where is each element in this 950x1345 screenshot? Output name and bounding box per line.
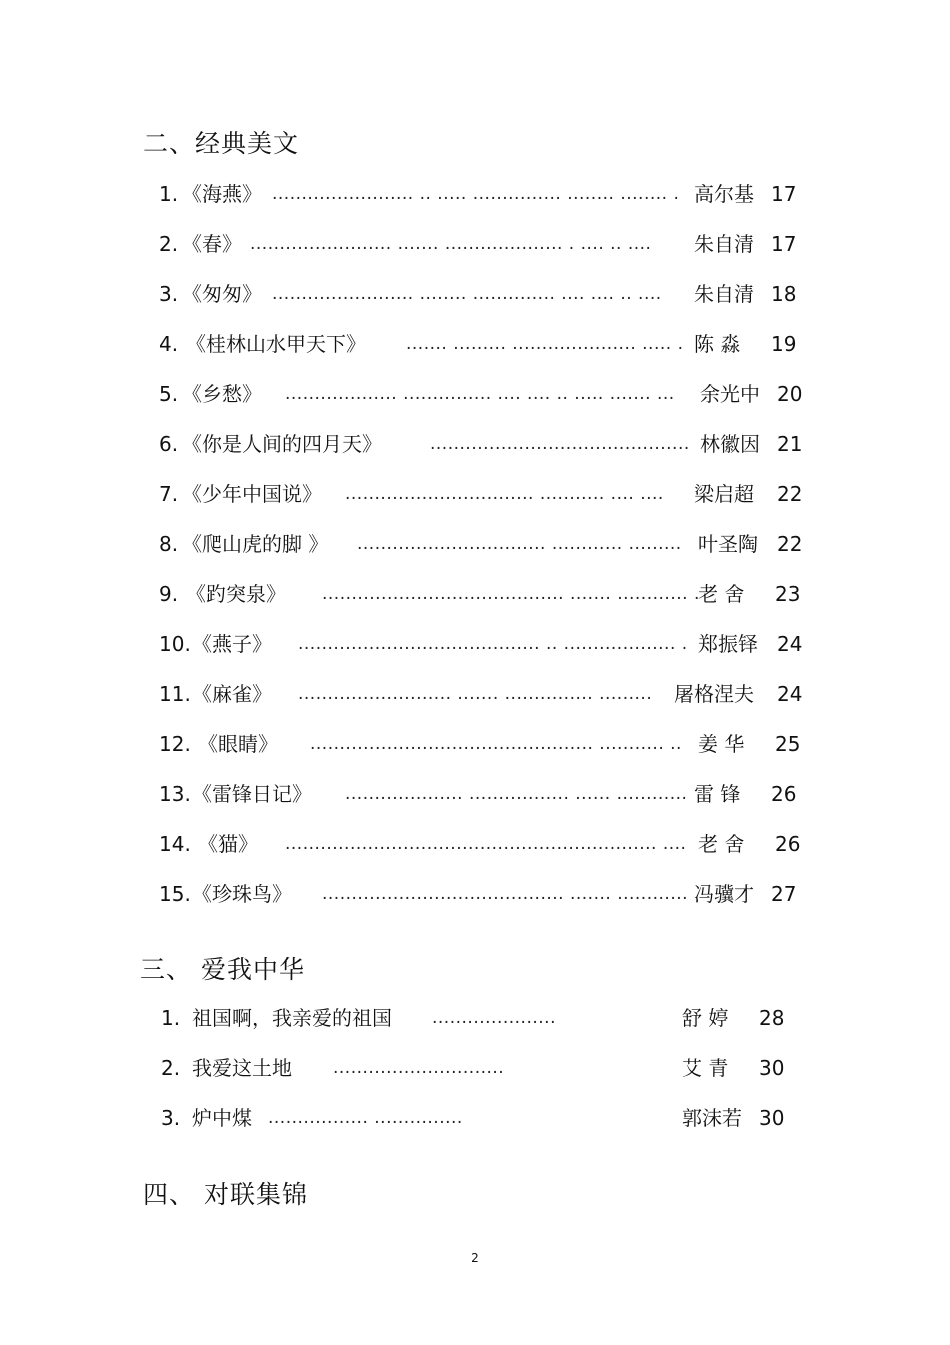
dot-leader: ............................................................... .... (285, 834, 687, 854)
toc-entry[interactable] (0, 379, 950, 409)
entry-page-number: 18 (771, 282, 797, 306)
entry-page-number: 20 (777, 382, 803, 406)
entry-title: 《雷锋日记》 (192, 782, 312, 806)
toc-entry[interactable] (0, 1103, 950, 1133)
entry-number: 3. (159, 282, 179, 306)
entry-title: 《爬山虎的脚 》 (182, 532, 329, 556)
entry-title: 《燕子》 (192, 632, 272, 656)
entry-author: 冯骥才 (694, 882, 754, 906)
entry-page-number: 17 (771, 232, 797, 256)
entry-author: 郑振铎 (698, 632, 758, 656)
toc-entry[interactable] (0, 1003, 950, 1033)
entry-title: 《桂林山水甲天下》 (186, 332, 366, 356)
dot-leader: ......................................... ....... ............ . (322, 584, 700, 604)
entry-author: 林徽因 (700, 432, 760, 456)
entry-title: 《匆匆》 (182, 282, 262, 306)
entry-number: 7. (159, 482, 179, 506)
toc-entry[interactable] (0, 729, 950, 759)
entry-title: 《乡愁》 (182, 382, 262, 406)
entry-title: 《猫》 (198, 832, 258, 856)
entry-author: 雷 锋 (694, 782, 741, 806)
entry-author: 余光中 (700, 382, 760, 406)
entry-title: 炉中煤 (192, 1106, 252, 1130)
dot-leader: ..................... (432, 1008, 556, 1028)
toc-entry[interactable] (0, 629, 950, 659)
entry-author: 叶圣陶 (698, 532, 758, 556)
entry-author: 舒 婷 (682, 1006, 729, 1030)
entry-author: 陈 淼 (694, 332, 741, 356)
section-title-couplets: 四、 对联集锦 (143, 1180, 308, 1209)
toc-entry[interactable] (0, 529, 950, 559)
entry-number: 5. (159, 382, 179, 406)
toc-entry[interactable] (0, 329, 950, 359)
entry-title: 《少年中国说》 (182, 482, 322, 506)
entry-page-number: 17 (771, 182, 797, 206)
entry-page-number: 26 (775, 832, 801, 856)
entry-author: 艾 青 (682, 1056, 729, 1080)
entry-number: 4. (159, 332, 179, 356)
entry-number: 1. (159, 182, 179, 206)
entry-title: 祖国啊，我亲爱的祖国 (192, 1006, 392, 1030)
toc-entry[interactable] (0, 579, 950, 609)
dot-leader: ............................. (333, 1058, 505, 1078)
entry-page-number: 22 (777, 482, 803, 506)
toc-entry[interactable] (0, 429, 950, 459)
entry-number: 13. (159, 782, 191, 806)
dot-leader: ......................................... ....... ............ (322, 884, 689, 904)
entry-page-number: 30 (759, 1056, 785, 1080)
entry-author: 老 舍 (698, 832, 745, 856)
entry-title: 《麻雀》 (192, 682, 272, 706)
dot-leader: ....... ......... ..................... ..... . (406, 334, 684, 354)
entry-title: 《你是人间的四月天》 (182, 432, 382, 456)
toc-entry[interactable] (0, 829, 950, 859)
dot-leader: ................... ............... .... .... .. ..... ....... ... (285, 384, 675, 404)
toc-entry[interactable] (0, 479, 950, 509)
entry-title: 我爱这土地 (192, 1056, 292, 1080)
entry-author: 郭沫若 (682, 1106, 742, 1130)
toc-entry[interactable] (0, 279, 950, 309)
dot-leader: ................................................ ........... .. (310, 734, 682, 754)
dot-leader: ........................ ........ .............. .... .... .. .... (272, 284, 662, 304)
entry-page-number: 22 (777, 532, 803, 556)
toc-entry[interactable] (0, 679, 950, 709)
entry-page-number: 25 (775, 732, 801, 756)
dot-leader: ................................ ........... .... .... (345, 484, 664, 504)
entry-author: 朱自清 (694, 232, 754, 256)
entry-number: 10. (159, 632, 191, 656)
entry-page-number: 21 (777, 432, 803, 456)
entry-number: 8. (159, 532, 179, 556)
entry-page-number: 24 (777, 632, 803, 656)
entry-title: 《春》 (182, 232, 242, 256)
entry-author: 朱自清 (694, 282, 754, 306)
dot-leader: ......................................... .. ................... . (298, 634, 688, 654)
dot-leader: ........................ .. ..... ............... ........ ........ . (272, 184, 680, 204)
section-title-love-china: 三、 爱我中华 (140, 955, 305, 984)
entry-author: 高尔基 (694, 182, 754, 206)
section-title-classic-essays: 二、经典美文 (143, 129, 300, 158)
entry-title: 《趵突泉》 (186, 582, 286, 606)
entry-page-number: 27 (771, 882, 797, 906)
entry-title: 《眼睛》 (198, 732, 278, 756)
entry-number: 12. (159, 732, 191, 756)
dot-leader: .......................... ....... ............... ......... (298, 684, 653, 704)
entry-page-number: 24 (777, 682, 803, 706)
entry-title: 《珍珠鸟》 (192, 882, 292, 906)
entry-number: 15. (159, 882, 191, 906)
dot-leader: ................................ ............ ......... (357, 534, 682, 554)
toc-entry[interactable] (0, 229, 950, 259)
dot-leader: ........................ ....... .................... . .... .. .... (250, 234, 652, 254)
entry-author: 姜 华 (698, 732, 745, 756)
dot-leader: ............................................ (430, 434, 690, 454)
entry-page-number: 30 (759, 1106, 785, 1130)
entry-title: 《海燕》 (182, 182, 262, 206)
toc-entry[interactable] (0, 179, 950, 209)
toc-entry[interactable] (0, 879, 950, 909)
entry-number: 2. (161, 1056, 181, 1080)
entry-page-number: 23 (775, 582, 801, 606)
dot-leader: .................... ................. ...... ............ (345, 784, 688, 804)
entry-page-number: 19 (771, 332, 797, 356)
toc-entry[interactable] (0, 779, 950, 809)
entry-author: 屠格涅夫 (674, 682, 754, 706)
dot-leader: ................. ............... (268, 1108, 463, 1128)
entry-number: 11. (159, 682, 191, 706)
entry-author: 老 舍 (698, 582, 745, 606)
entry-author: 梁启超 (694, 482, 754, 506)
page-number: 2 (471, 1251, 479, 1265)
entry-number: 6. (159, 432, 179, 456)
entry-page-number: 26 (771, 782, 797, 806)
entry-number: 2. (159, 232, 179, 256)
entry-number: 3. (161, 1106, 181, 1130)
entry-number: 1. (161, 1006, 181, 1030)
toc-entry[interactable] (0, 1053, 950, 1083)
entry-page-number: 28 (759, 1006, 785, 1030)
entry-number: 14. (159, 832, 191, 856)
entry-number: 9. (159, 582, 179, 606)
